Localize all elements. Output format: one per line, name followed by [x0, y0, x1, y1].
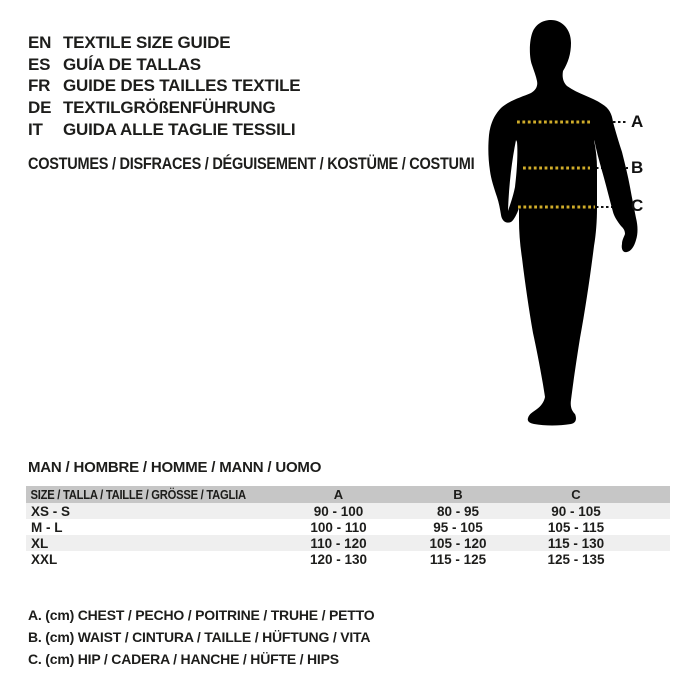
table-row [26, 503, 670, 519]
measure-label-c: C [631, 196, 644, 215]
measure-legend [28, 604, 374, 670]
legend-row: B. (cm) WAIST / CINTURA / TAILLE / HÜFTUNG / VITA [28, 629, 371, 645]
language-label: GUIDE DES TAILLES TEXTILE [63, 76, 301, 96]
cell-a: 110 - 120 [310, 535, 367, 551]
table-row [26, 519, 670, 535]
cell-c: 105 - 115 [547, 519, 605, 535]
size-table [26, 486, 670, 567]
size-table-header-row [26, 486, 670, 503]
legend-row: C. (cm) HIP / CADERA / HANCHE / HÜFTE / HIPS [28, 651, 339, 667]
cell-size: XXL [31, 551, 58, 567]
column-header-a: A [275, 486, 402, 503]
measure-label-b: B [631, 158, 644, 177]
column-header-b: B [402, 486, 514, 503]
language-row [28, 75, 300, 97]
cell-size: M - L [31, 519, 63, 535]
man-silhouette [488, 20, 637, 426]
language-row [28, 54, 300, 76]
cell-size: XS - S [31, 503, 71, 519]
category-title: COSTUMES / DISFRACES / DÉGUISEMENT / KOSTÜME / COSTUMI [28, 155, 475, 173]
measure-label-a: A [631, 112, 644, 131]
language-code: FR [28, 76, 51, 96]
language-code: EN [28, 33, 52, 52]
language-code: IT [28, 119, 43, 139]
cell-c: 125 - 135 [547, 551, 605, 567]
cell-a: 90 - 100 [313, 503, 364, 519]
language-row [28, 32, 300, 54]
cell-b: 115 - 125 [429, 551, 487, 567]
cell-c: 90 - 105 [551, 503, 601, 519]
column-header-c: C [514, 486, 670, 503]
man-silhouette-diagram [485, 15, 645, 435]
cell-b: 80 - 95 [436, 503, 480, 519]
language-label: TEXTILGRÖßENFÜHRUNG [63, 98, 276, 118]
language-list [28, 32, 300, 140]
language-label: GUIDA ALLE TAGLIE TESSILI [63, 119, 296, 139]
language-code: ES [28, 54, 51, 74]
cell-a: 120 - 130 [309, 551, 368, 567]
cell-b: 95 - 105 [433, 519, 483, 535]
column-header-size: SIZE / TALLA / TAILLE / GRÖSSE / TAGLIA [26, 486, 275, 503]
table-section-title: MAN / HOMBRE / HOMME / MANN / UOMO [28, 459, 322, 476]
cell-b: 105 - 120 [429, 535, 487, 551]
cell-size: XL [31, 535, 49, 551]
language-row [28, 97, 300, 119]
table-row [26, 551, 670, 567]
legend-row: A. (cm) CHEST / PECHO / POITRINE / TRUHE / PETTO [28, 607, 375, 623]
cell-a: 100 - 110 [310, 519, 367, 535]
language-code: DE [28, 98, 52, 118]
language-row [28, 119, 300, 141]
language-label: TEXTILE SIZE GUIDE [63, 33, 231, 52]
cell-c: 115 - 130 [547, 535, 605, 551]
table-row [26, 535, 670, 551]
language-label: GUÍA DE TALLAS [63, 54, 201, 74]
